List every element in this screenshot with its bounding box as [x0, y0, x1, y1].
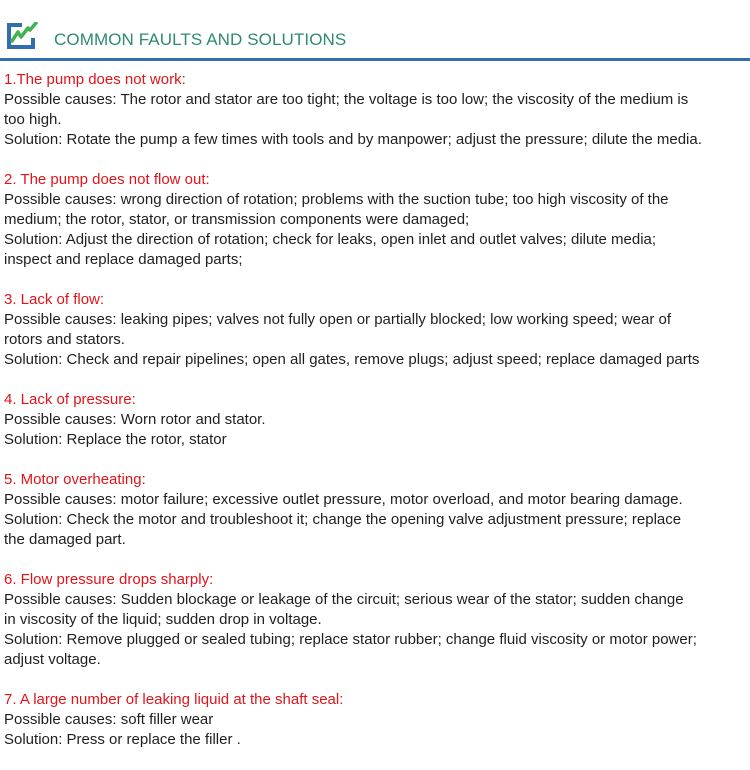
fault-section	[4, 570, 750, 670]
fault-text-line: Possible causes: Sudden blockage or leakage of the circuit; serious wear of the stator; sudden change	[4, 591, 684, 608]
page-title: COMMON FAULTS AND SOLUTIONS	[54, 30, 347, 49]
fault-text-line: Possible causes: leaking pipes; valves not fully open or partially blocked; low working speed; wear of	[4, 311, 672, 328]
fault-text-line: Possible causes: wrong direction of rotation; problems with the suction tube; too high viscosity of the	[4, 191, 669, 208]
fault-title: 1.The pump does not work:	[4, 71, 186, 88]
fault-text-line: Solution: Remove plugged or sealed tubing; replace stator rubber; change fluid viscosity or motor power;	[4, 631, 697, 648]
page-header	[0, 0, 750, 62]
fault-text-line: Solution: Check the motor and troubleshoot it; change the opening valve adjustment pressure; replace	[4, 511, 682, 528]
fault-section	[4, 470, 750, 550]
fault-text-line: Solution: Rotate the pump a few times with tools and by manpower; adjust the pressure; dilute the media.	[4, 131, 702, 148]
header-divider	[0, 58, 750, 61]
fault-text-line: Solution: Press or replace the filler .	[4, 731, 241, 748]
fault-text-line: inspect and replace damaged parts;	[4, 251, 243, 268]
fault-text-line: medium; the rotor, stator, or transmission components were damaged;	[4, 211, 470, 228]
fault-section	[4, 70, 750, 150]
fault-text-line: in viscosity of the liquid; sudden drop in voltage.	[4, 611, 322, 628]
fault-text-line: Solution: Check and repair pipelines; open all gates, remove plugs; adjust speed; replace damaged parts	[4, 351, 700, 368]
fault-text-line: Solution: Replace the rotor, stator	[4, 431, 227, 448]
fault-title: 3. Lack of flow:	[4, 291, 105, 308]
fault-section	[4, 390, 750, 450]
fault-text-line: too high.	[4, 111, 62, 128]
faults-list	[4, 70, 750, 770]
fault-title: 5. Motor overheating:	[4, 471, 146, 488]
fault-title: 7. A large number of leaking liquid at the shaft seal:	[4, 691, 344, 708]
edit-box-icon	[6, 22, 42, 50]
fault-text-line: adjust voltage.	[4, 651, 101, 668]
fault-text-line: rotors and stators.	[4, 331, 125, 348]
fault-section	[4, 290, 750, 370]
fault-section	[4, 690, 750, 750]
fault-text-line: Solution: Adjust the direction of rotation; check for leaks, open inlet and outlet valves; dilute media;	[4, 231, 657, 248]
fault-section	[4, 170, 750, 270]
fault-text-line: Possible causes: The rotor and stator are too tight; the voltage is too low; the viscosity of the medium is	[4, 91, 689, 108]
fault-text-line: Possible causes: motor failure; excessive outlet pressure, motor overload, and motor bearing damage.	[4, 491, 683, 508]
fault-text-line: Possible causes: Worn rotor and stator.	[4, 411, 266, 428]
fault-title: 4. Lack of pressure:	[4, 391, 136, 408]
fault-text-line: the damaged part.	[4, 531, 126, 548]
fault-text-line: Possible causes: soft filler wear	[4, 711, 214, 728]
fault-title: 6. Flow pressure drops sharply:	[4, 571, 214, 588]
fault-title: 2. The pump does not flow out:	[4, 171, 210, 188]
